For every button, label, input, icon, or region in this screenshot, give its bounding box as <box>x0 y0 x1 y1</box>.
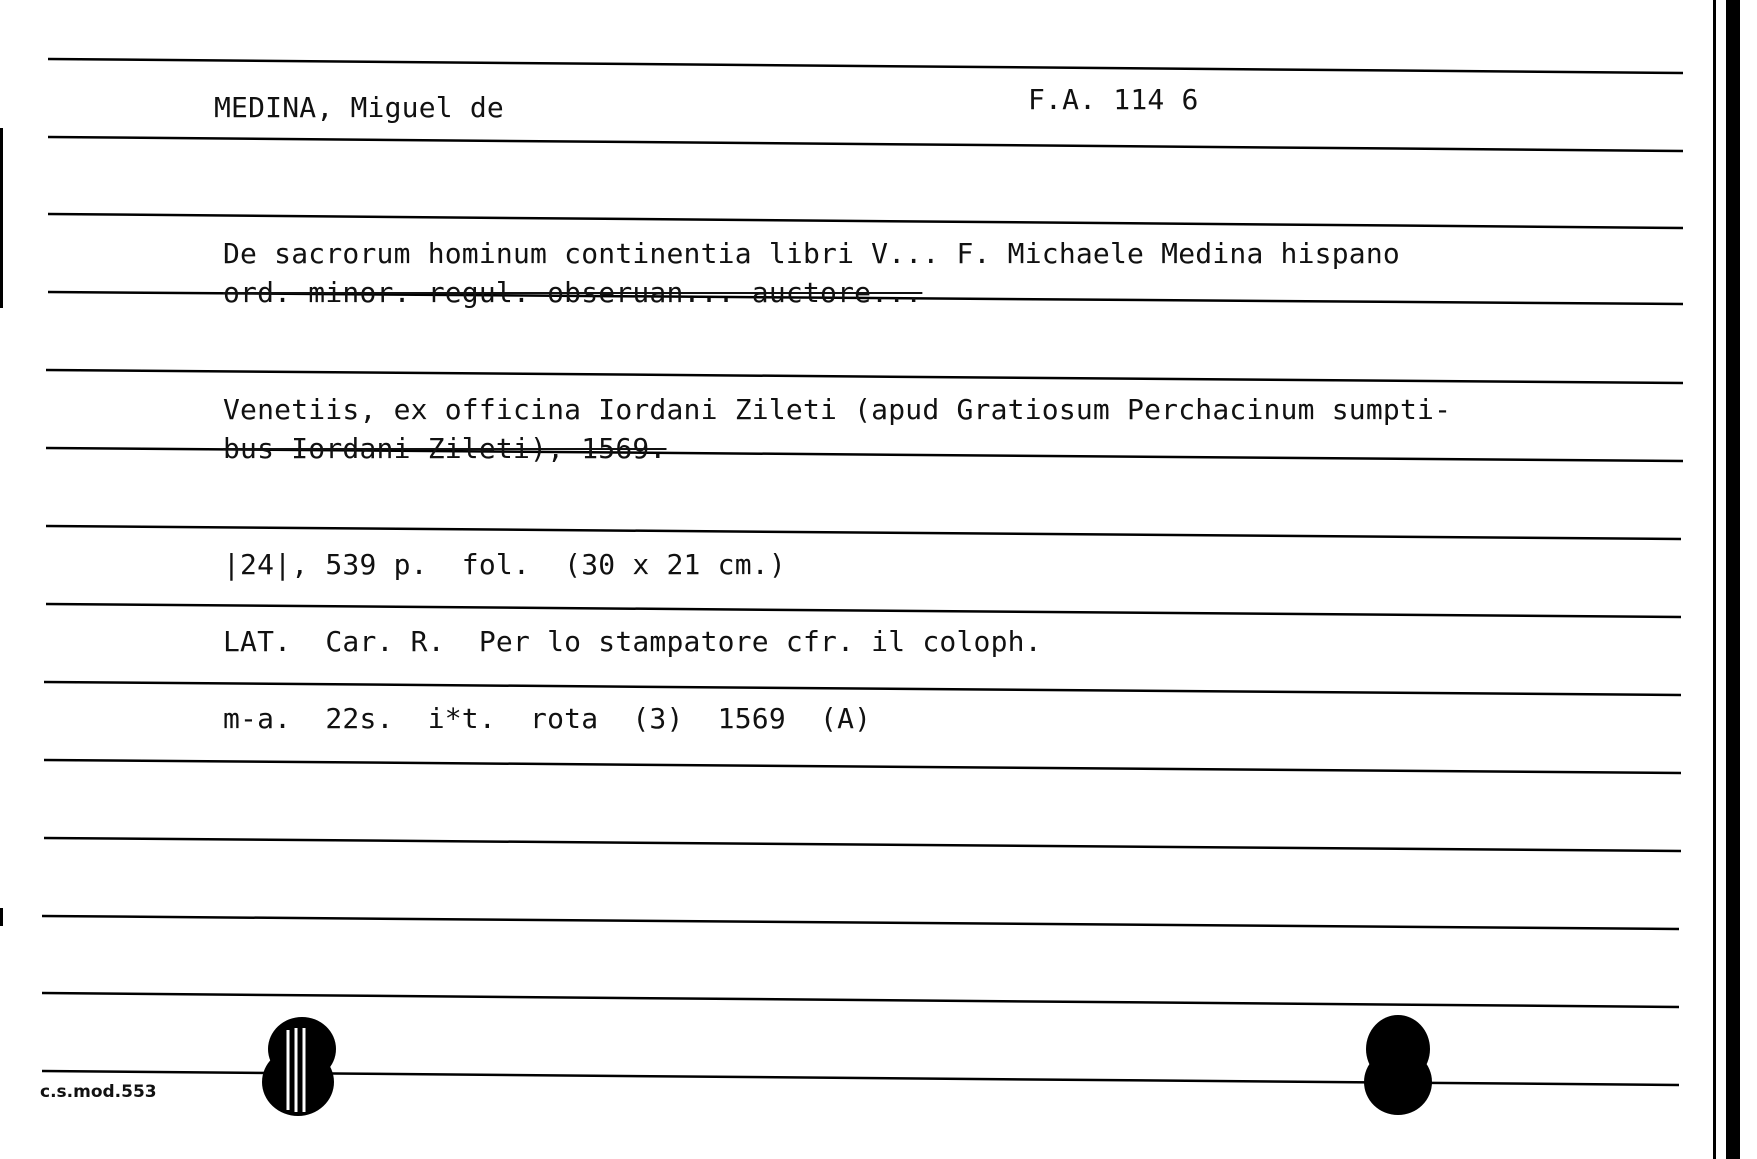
imprint-line-2: bus Iordani Zileti), 1569. <box>223 432 667 465</box>
card-edge <box>1726 0 1740 1159</box>
rule-line <box>46 370 1683 383</box>
rule-line <box>42 993 1679 1007</box>
rule-line <box>44 682 1681 695</box>
title-line-2: ord. minor. regul. obseruan... auctore... <box>223 276 923 309</box>
title-line-1: De sacrorum hominum continentia libri V... F. Michaele Medina hispano <box>223 237 1400 270</box>
rule-line <box>42 916 1679 929</box>
fingerprint: m-a. 22s. i*t. rota (3) 1569 (A) <box>223 702 872 735</box>
rule-line <box>48 214 1683 228</box>
rule-line <box>46 604 1681 617</box>
rule-line <box>44 760 1681 773</box>
notes: LAT. Car. R. Per lo stampatore cfr. il coloph. <box>223 625 1042 658</box>
imprint-line-1: Venetiis, ex officina Iordani Zileti (apud Gratiosum Perchacinum sumpti- <box>223 393 1452 426</box>
shelfmark: F.A. 114 6 <box>1028 83 1199 116</box>
left-margin-mark <box>0 908 3 926</box>
punch-hole-right <box>1364 1015 1432 1115</box>
collation: |24|, 539 p. fol. (30 x 21 cm.) <box>223 548 786 581</box>
rule-line <box>48 137 1683 151</box>
left-margin-mark <box>0 128 3 308</box>
punch-hole-left <box>262 1017 336 1116</box>
rule-line <box>44 838 1681 851</box>
card-edge-shadow <box>1713 0 1716 1159</box>
author-heading: MEDINA, Miguel de <box>214 91 504 124</box>
form-code: c.s.mod.553 <box>40 1082 157 1102</box>
rule-line <box>48 59 1683 73</box>
rule-line <box>46 526 1681 539</box>
